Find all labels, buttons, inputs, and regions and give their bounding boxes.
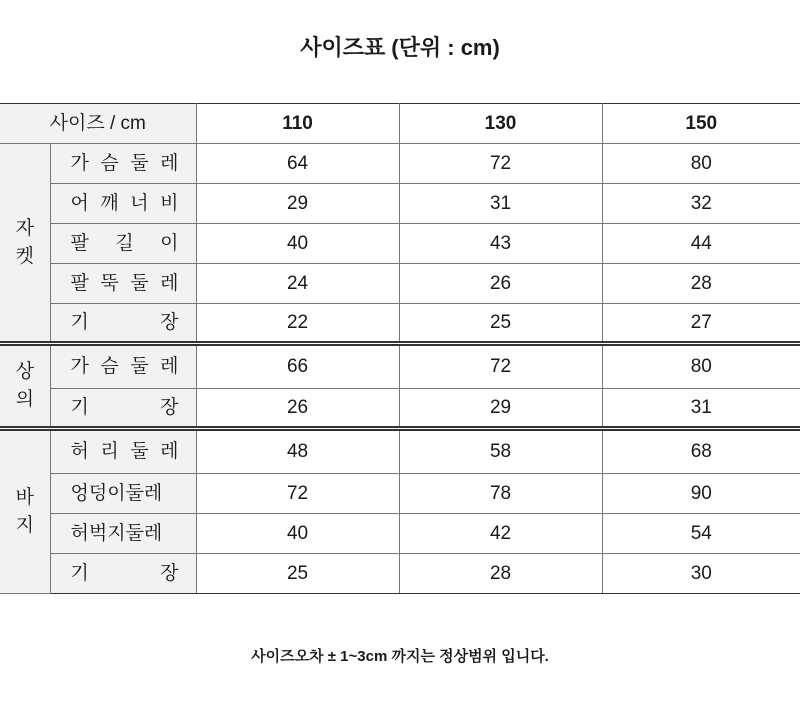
category-label: 바지 [15, 487, 34, 536]
value-cell: 32 [602, 184, 800, 224]
row-label-cell [50, 474, 196, 514]
row-label: 팔 뚝 둘 레 [70, 272, 179, 294]
table-row [0, 184, 800, 224]
category-pants [0, 429, 50, 594]
row-label: 허벅지둘레 [70, 522, 163, 544]
row-label: 엉덩이둘레 [70, 482, 163, 504]
row-label: 기 장 [70, 396, 179, 418]
category-jacket [0, 144, 50, 344]
header-row [0, 104, 800, 144]
table-row [0, 144, 800, 184]
value-cell: 28 [602, 264, 800, 304]
value-cell: 44 [602, 224, 800, 264]
value-cell: 24 [196, 264, 399, 304]
row-label: 기 장 [70, 562, 179, 584]
value-cell: 25 [196, 554, 399, 594]
value-cell: 54 [602, 514, 800, 554]
size-header-150: 150 [602, 104, 800, 144]
category-label: 자켓 [15, 217, 34, 267]
value-cell: 78 [399, 474, 602, 514]
value-cell: 26 [196, 389, 399, 429]
table-row [0, 264, 800, 304]
value-cell: 68 [602, 429, 800, 474]
chart-title: 사이즈표 (단위 : cm) [300, 35, 500, 60]
value-cell: 90 [602, 474, 800, 514]
value-cell: 31 [399, 184, 602, 224]
row-label: 허 리 둘 레 [70, 441, 179, 462]
row-label: 팔 길 이 [70, 232, 179, 254]
value-cell: 25 [399, 304, 602, 344]
row-label-cell [50, 514, 196, 554]
row-label: 기 장 [70, 311, 179, 333]
table-row [0, 389, 800, 429]
row-label-cell [50, 304, 196, 344]
table-row [0, 304, 800, 344]
value-cell: 29 [196, 184, 399, 224]
row-label-cell [50, 554, 196, 594]
size-tolerance-note: 사이즈오차 ± 1~3cm 까지는 정상범위 입니다. [251, 648, 549, 665]
table-row [0, 344, 800, 389]
row-label: 어 깨 너 비 [70, 192, 179, 214]
row-label-cell [50, 344, 196, 389]
size-table [0, 103, 800, 594]
table-row [0, 554, 800, 594]
value-cell: 64 [196, 144, 399, 184]
size-header-130: 130 [399, 104, 602, 144]
size-header-110: 110 [196, 104, 399, 144]
row-label-cell [50, 184, 196, 224]
value-cell: 72 [196, 474, 399, 514]
category-top [0, 344, 50, 429]
value-cell: 72 [399, 144, 602, 184]
table-row [0, 514, 800, 554]
table-row [0, 474, 800, 514]
value-cell: 58 [399, 429, 602, 474]
row-label: 가 슴 둘 레 [70, 356, 179, 377]
row-label: 가 슴 둘 레 [70, 152, 179, 174]
value-cell: 22 [196, 304, 399, 344]
value-cell: 40 [196, 514, 399, 554]
row-label-cell [50, 144, 196, 184]
header-size-label: 사이즈 / cm [0, 104, 196, 144]
value-cell: 43 [399, 224, 602, 264]
category-label: 상의 [15, 361, 34, 410]
value-cell: 30 [602, 554, 800, 594]
value-cell: 26 [399, 264, 602, 304]
table-row [0, 429, 800, 474]
value-cell: 27 [602, 304, 800, 344]
value-cell: 28 [399, 554, 602, 594]
row-label-cell [50, 429, 196, 474]
value-cell: 80 [602, 144, 800, 184]
row-label-cell [50, 264, 196, 304]
row-label-cell [50, 389, 196, 429]
value-cell: 72 [399, 344, 602, 389]
value-cell: 42 [399, 514, 602, 554]
value-cell: 29 [399, 389, 602, 429]
value-cell: 66 [196, 344, 399, 389]
value-cell: 40 [196, 224, 399, 264]
value-cell: 80 [602, 344, 800, 389]
value-cell: 48 [196, 429, 399, 474]
value-cell: 31 [602, 389, 800, 429]
row-label-cell [50, 224, 196, 264]
table-row [0, 224, 800, 264]
